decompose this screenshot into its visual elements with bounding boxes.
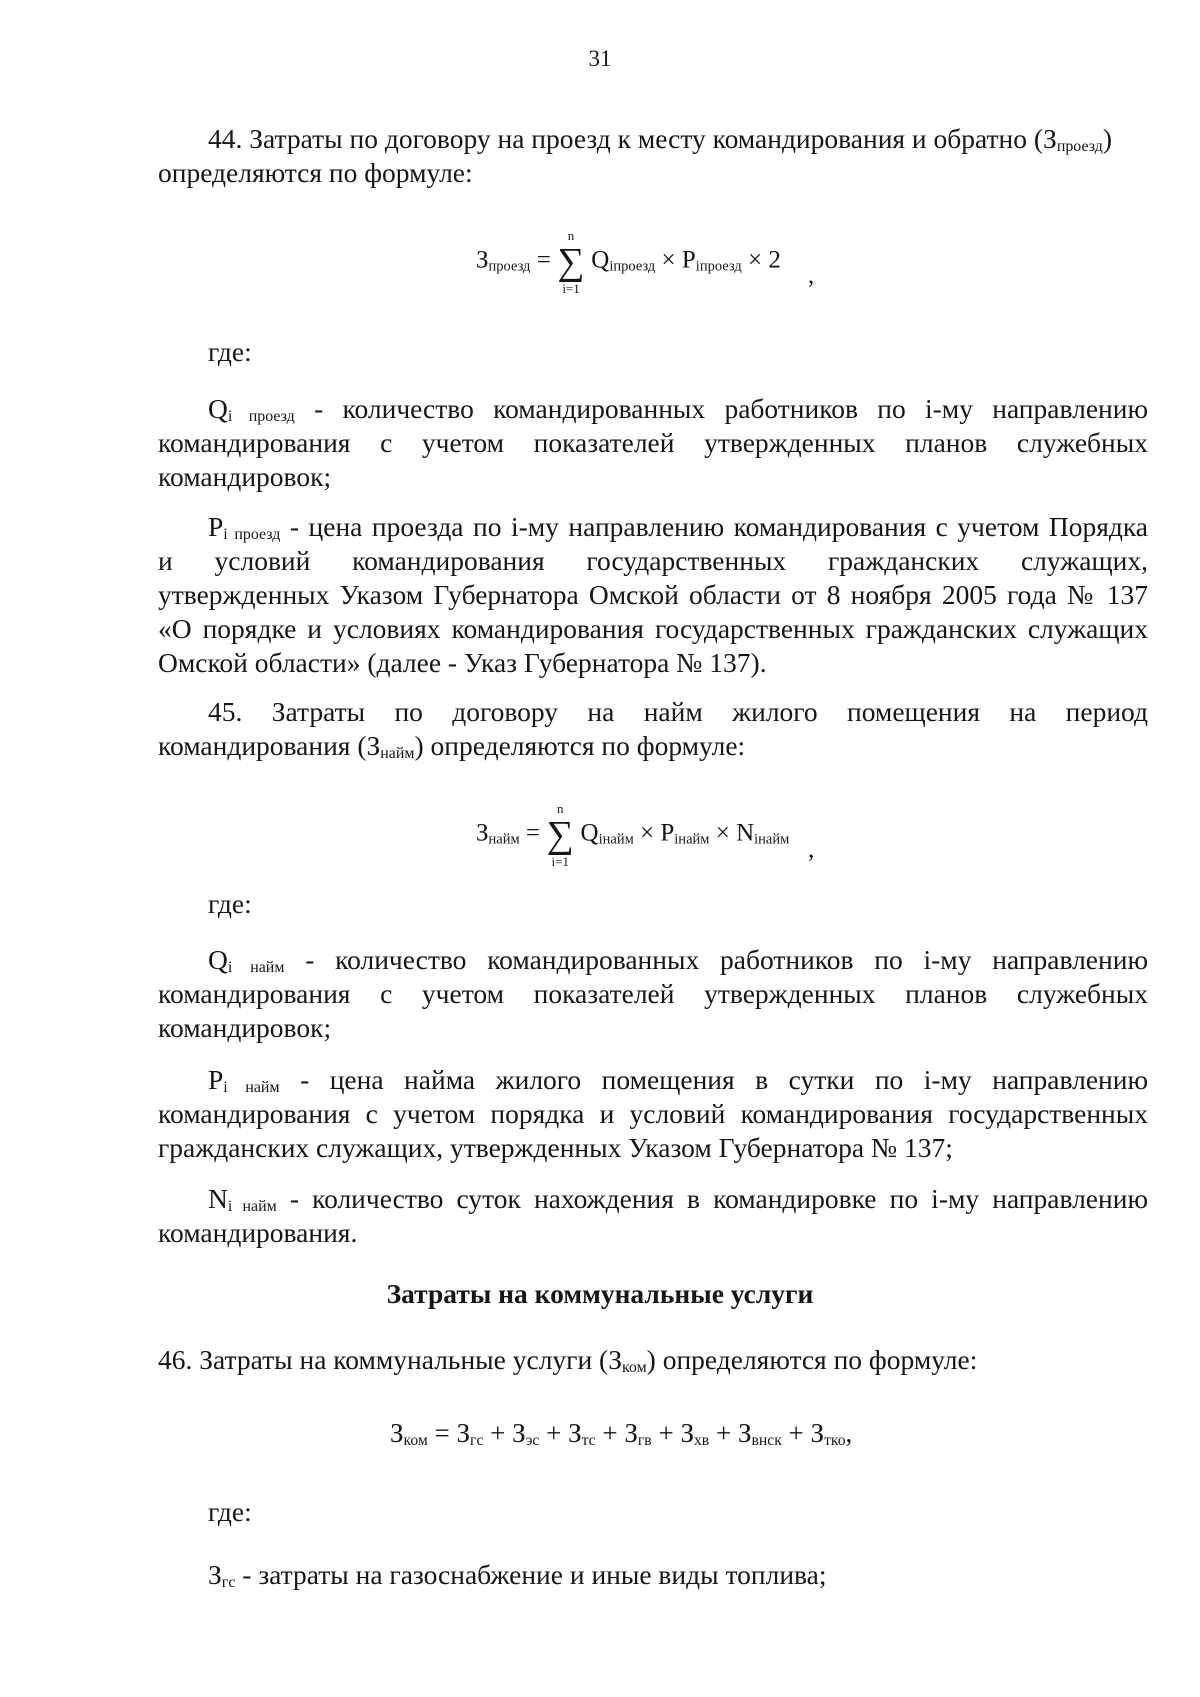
definition-line: утвержденных Указом Губернатора Омской области от 8 ноября 2005 года № 137 <box>158 579 1148 610</box>
definition-line: командировок; <box>158 461 332 492</box>
definition-p-naim <box>158 1063 1148 1165</box>
definition-line: «О порядке и условиях командирования государственных гражданских служащих <box>158 613 1148 644</box>
definition-q-proezd <box>158 392 1148 494</box>
where-label: где: <box>208 888 252 919</box>
paragraph-44 <box>158 122 1148 190</box>
definition-p-proezd <box>158 510 1148 680</box>
definition-line: гражданских служащих, утвержденных Указом Губернатора № 137; <box>158 1132 953 1163</box>
definition-line: командирования с учетом показателей утвержденных планов служебных <box>158 978 1148 1009</box>
definition-line: $P_{i найм}$ - цена найма жилого помещения в сутки по i-му направлению <box>208 1064 1149 1097</box>
formula-utilities-cost: $З_{ком} = З_{гс} + З_{эс} + З_{тс} + З_{гв} + З_{хв} + З_{внск} + З_{тко}$, <box>390 1418 853 1450</box>
definition-line: командирования. <box>158 1217 358 1248</box>
definition-line: $P_{i проезд}$ - цена проезда по i-му направлению командирования с учетом Порядка <box>208 511 1148 544</box>
where-label: где: <box>208 1496 252 1527</box>
definition-line: командирования с учетом порядка и условий командирования государственных <box>158 1098 1148 1129</box>
paragraph-45 <box>158 695 1148 763</box>
paragraph-46-line: 46. Затраты на коммунальные услуги $(З_{ком})$ определяются по формуле: <box>158 1344 978 1377</box>
definition-z-gs <box>158 1558 1148 1592</box>
definition-line: $Q_{i найм}$ - количество командированных работников по i-му направлению <box>208 944 1148 977</box>
formula-travel-cost: Зпроезд = n ∑ i=1 Qiпроезд × Piпроезд × 2 <box>476 228 781 296</box>
formula-accommodation-cost: Знайм = n ∑ i=1 Qiнайм × Piнайм × Niнайм <box>476 801 790 869</box>
page-number: 31 <box>588 46 612 71</box>
paragraph-44-line-2: определяются по формуле: <box>158 157 473 188</box>
where-label: где: <box>208 336 252 367</box>
definition-n-naim <box>158 1182 1148 1250</box>
sum-operator: n ∑ i=1 <box>557 228 585 296</box>
sum-operator: n ∑ i=1 <box>546 801 574 869</box>
definition-q-naim <box>158 943 1148 1045</box>
definition-line: $Q_{i проезд}$ - количество командированных работников по i-му направлению <box>208 393 1148 426</box>
formula-comma: , <box>808 262 815 289</box>
formula-comma: , <box>808 836 815 863</box>
paragraph-44-line-1: 44. Затраты по договору на проезд к месту командирования и обратно $(З_{проезд})$ <box>208 123 1113 156</box>
definition-line: Омской области» (далее - Указ Губернатора № 137). <box>158 647 767 678</box>
definition-line: командировок; <box>158 1012 332 1043</box>
section-heading: Затраты на коммунальные услуги <box>386 1278 814 1309</box>
definition-line: командирования с учетом показателей утвержденных планов служебных <box>158 427 1148 458</box>
paragraph-45-line-2: командирования $(З_{найм})$ определяются по формуле: <box>158 730 746 763</box>
paragraph-45-line-1: 45. Затраты по договору на найм жилого помещения на период <box>208 696 1148 727</box>
definition-line: $N_{i найм}$ - количество суток нахождения в командировке по i-му направлению <box>208 1183 1148 1216</box>
paragraph-46 <box>158 1343 1148 1377</box>
definition-line: и условий командирования государственных гражданских служащих, <box>158 545 1148 576</box>
definition-line: $З_{гс}$ - затраты на газоснабжение и иные виды топлива; <box>208 1559 827 1592</box>
